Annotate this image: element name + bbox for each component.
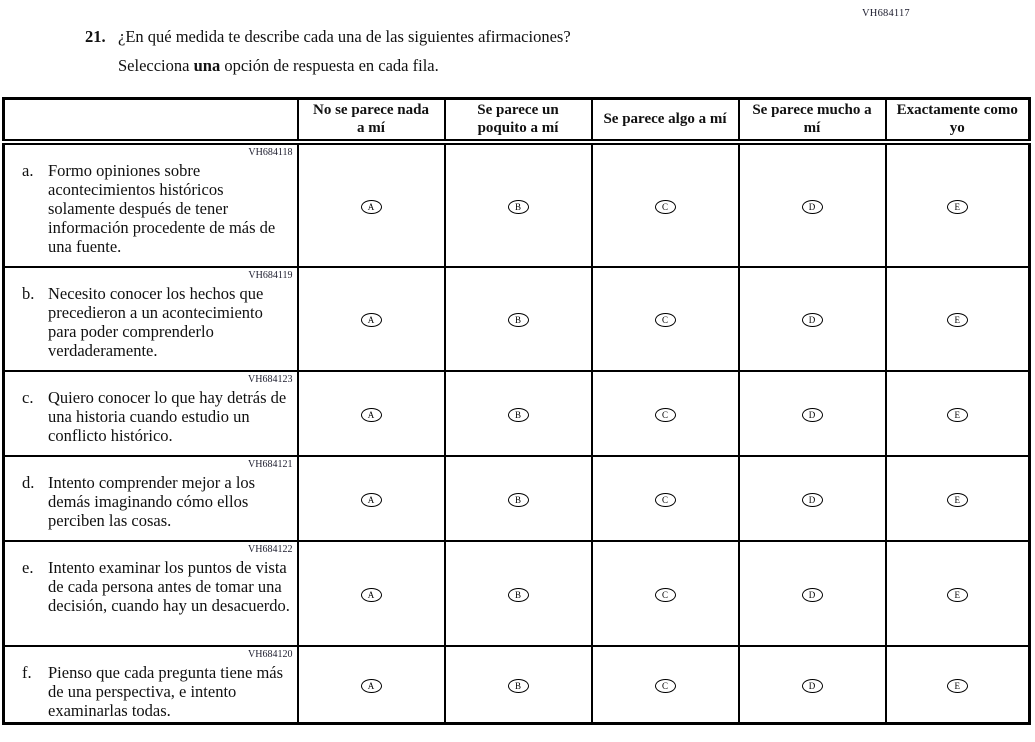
option-bubble-d[interactable]: D <box>802 313 823 327</box>
option-cell <box>592 267 739 371</box>
option-bubble-c[interactable]: C <box>655 313 676 327</box>
option-bubble-d[interactable]: D <box>802 200 823 214</box>
option-cell <box>592 646 739 724</box>
option-cell <box>886 142 1030 267</box>
statement-cell-a <box>4 142 298 267</box>
question-accession-code: VH684117 <box>862 8 910 19</box>
row-code: VH684123 <box>248 374 293 385</box>
statement-text: Pienso que cada pregunta tiene más de una perspectiva, e intento examinarlas todas. <box>48 663 284 720</box>
statement-text: Intento examinar los puntos de vista de cada persona antes de tomar una decisión, cuando hay un desacuerdo. <box>48 558 290 615</box>
option-cell <box>886 267 1030 371</box>
table-row-f <box>4 646 1030 724</box>
option-bubble-a[interactable]: A <box>361 588 382 602</box>
table-row-d <box>4 456 1030 541</box>
column-header-little-like-me: Se parece un poquito a mí <box>445 99 592 143</box>
option-cell <box>298 541 445 646</box>
statement-letter: b. <box>22 284 35 303</box>
statement <box>22 284 291 360</box>
row-code: VH684122 <box>248 544 293 555</box>
option-bubble-d[interactable]: D <box>802 588 823 602</box>
option-bubble-d[interactable]: D <box>802 408 823 422</box>
statement-cell-c <box>4 371 298 456</box>
option-cell <box>886 371 1030 456</box>
option-cell <box>298 456 445 541</box>
option-cell <box>739 456 886 541</box>
statement-text: Necesito conocer los hechos que precedieron a un acontecimiento para poder comprenderlo verdaderamente. <box>48 284 264 360</box>
statement-cell-b <box>4 267 298 371</box>
option-bubble-a[interactable]: A <box>361 493 382 507</box>
question-number: 21. <box>85 27 106 46</box>
instruction-prefix: Selecciona <box>118 56 194 75</box>
column-header-mostly-like-me: Se parece mucho a mí <box>739 99 886 143</box>
option-bubble-c[interactable]: C <box>655 588 676 602</box>
option-bubble-b[interactable]: B <box>508 200 529 214</box>
instruction-bold-word: una <box>193 56 221 75</box>
option-cell <box>592 541 739 646</box>
option-cell <box>298 371 445 456</box>
option-cell <box>739 541 886 646</box>
statement-column-header <box>4 99 298 143</box>
row-code: VH684119 <box>248 270 293 281</box>
option-cell <box>592 456 739 541</box>
option-cell <box>445 541 592 646</box>
option-bubble-b[interactable]: B <box>508 408 529 422</box>
statement <box>22 558 291 615</box>
option-cell <box>886 456 1030 541</box>
option-bubble-b[interactable]: B <box>508 493 529 507</box>
response-matrix <box>2 97 1031 725</box>
statement <box>22 388 291 445</box>
option-bubble-b[interactable]: B <box>508 313 529 327</box>
statement-cell-d <box>4 456 298 541</box>
option-bubble-a[interactable]: A <box>361 679 382 693</box>
option-bubble-b[interactable]: B <box>508 679 529 693</box>
option-cell <box>886 646 1030 724</box>
question-text: ¿En qué medida te describe cada una de las siguientes afirmaciones? <box>118 27 571 46</box>
statement-letter: c. <box>22 388 34 407</box>
table-row-c <box>4 371 1030 456</box>
option-bubble-c[interactable]: C <box>655 493 676 507</box>
option-bubble-e[interactable]: E <box>947 408 968 422</box>
option-bubble-c[interactable]: C <box>655 408 676 422</box>
option-cell <box>298 142 445 267</box>
option-bubble-d[interactable]: D <box>802 493 823 507</box>
option-bubble-a[interactable]: A <box>361 200 382 214</box>
option-bubble-e[interactable]: E <box>947 588 968 602</box>
row-code: VH684120 <box>248 649 293 660</box>
option-cell <box>739 371 886 456</box>
question-instruction <box>118 56 571 76</box>
option-cell <box>298 267 445 371</box>
option-bubble-b[interactable]: B <box>508 588 529 602</box>
option-bubble-e[interactable]: E <box>947 679 968 693</box>
column-header-somewhat-like-me: Se parece algo a mí <box>592 99 739 143</box>
statement-text: Quiero conocer lo que hay detrás de una historia cuando estudio un conflicto histórico. <box>48 388 287 445</box>
option-cell <box>298 646 445 724</box>
statement-text: Intento comprender mejor a los demás imaginando cómo ellos perciben las cosas. <box>48 473 256 530</box>
table-row-a <box>4 142 1030 267</box>
option-cell <box>445 267 592 371</box>
option-bubble-e[interactable]: E <box>947 313 968 327</box>
statement-letter: e. <box>22 558 34 577</box>
option-cell <box>445 142 592 267</box>
statement-letter: d. <box>22 473 35 492</box>
option-cell <box>445 646 592 724</box>
option-bubble-e[interactable]: E <box>947 200 968 214</box>
row-code: VH684118 <box>248 147 293 158</box>
statement-text: Formo opiniones sobre acontecimientos históricos solamente después de tener información procedente de más de una fuente. <box>48 161 276 256</box>
option-cell <box>739 646 886 724</box>
option-cell <box>445 456 592 541</box>
table-row-b <box>4 267 1030 371</box>
option-bubble-e[interactable]: E <box>947 493 968 507</box>
option-cell <box>739 267 886 371</box>
statement-letter: a. <box>22 161 34 180</box>
option-bubble-c[interactable]: C <box>655 679 676 693</box>
table-row-e <box>4 541 1030 646</box>
option-bubble-a[interactable]: A <box>361 313 382 327</box>
column-header-exactly-like-me: Exactamente como yo <box>886 99 1030 143</box>
option-cell <box>592 142 739 267</box>
option-bubble-c[interactable]: C <box>655 200 676 214</box>
option-cell <box>592 371 739 456</box>
statement <box>22 663 291 720</box>
statement <box>22 161 291 256</box>
header-row <box>4 99 1030 143</box>
option-cell <box>739 142 886 267</box>
statement-letter: f. <box>22 663 32 682</box>
response-matrix-table <box>2 97 1031 725</box>
question-block <box>85 27 571 76</box>
statement-cell-e <box>4 541 298 646</box>
instruction-suffix: opción de respuesta en cada fila. <box>220 56 439 75</box>
statement-cell-f <box>4 646 298 724</box>
statement <box>22 473 291 530</box>
column-header-not-like-me: No se parece nada a mí <box>298 99 445 143</box>
option-bubble-a[interactable]: A <box>361 408 382 422</box>
option-cell <box>445 371 592 456</box>
option-bubble-d[interactable]: D <box>802 679 823 693</box>
row-code: VH684121 <box>248 459 293 470</box>
option-cell <box>886 541 1030 646</box>
